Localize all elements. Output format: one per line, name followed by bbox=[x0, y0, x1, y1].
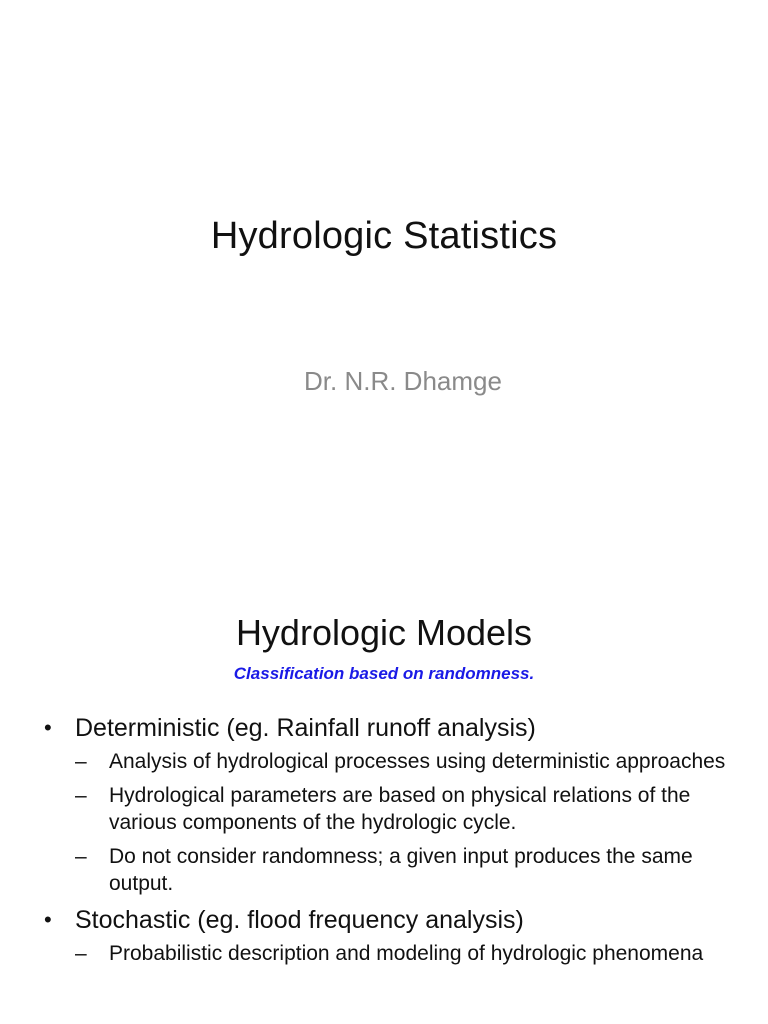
bullet-marker: • bbox=[44, 907, 52, 932]
dash-marker: – bbox=[75, 784, 87, 807]
sub-bullet-text: Probabilistic description and modeling of hydrologic phenomena bbox=[109, 942, 704, 965]
bullet-item bbox=[44, 904, 734, 967]
bullet-item bbox=[44, 712, 734, 897]
sub-bullet-list bbox=[75, 940, 734, 967]
sub-bullet-text: Analysis of hydrological processes using deterministic approaches bbox=[109, 750, 726, 773]
dash-marker: – bbox=[75, 942, 87, 965]
sub-bullet-text: Hydrological parameters are based on physical relations of the various components of the hydrologic cycle. bbox=[109, 784, 691, 834]
bullet-text: Stochastic (eg. flood frequency analysis) bbox=[75, 906, 524, 934]
bullet-text: Deterministic (eg. Rainfall runoff analysis) bbox=[75, 714, 536, 742]
content-slide bbox=[0, 576, 768, 1024]
bullet-marker: • bbox=[44, 715, 52, 740]
author-name: Dr. N.R. Dhamge bbox=[304, 366, 502, 396]
sub-bullet-list bbox=[75, 748, 734, 897]
slide-title: Hydrologic Models bbox=[235, 612, 533, 653]
sub-bullet-item bbox=[75, 748, 734, 775]
sub-bullet-item bbox=[75, 782, 734, 836]
sub-bullet-item bbox=[75, 843, 734, 897]
dash-marker: – bbox=[75, 845, 87, 868]
bullet-list bbox=[44, 712, 734, 974]
presentation-title: Hydrologic Statistics bbox=[210, 215, 558, 257]
slide-caption: Classification based on randomness. bbox=[233, 664, 535, 683]
sub-bullet-text: Do not consider randomness; a given input produces the same output. bbox=[109, 845, 693, 895]
sub-bullet-item bbox=[75, 940, 734, 967]
dash-marker: – bbox=[75, 750, 87, 773]
